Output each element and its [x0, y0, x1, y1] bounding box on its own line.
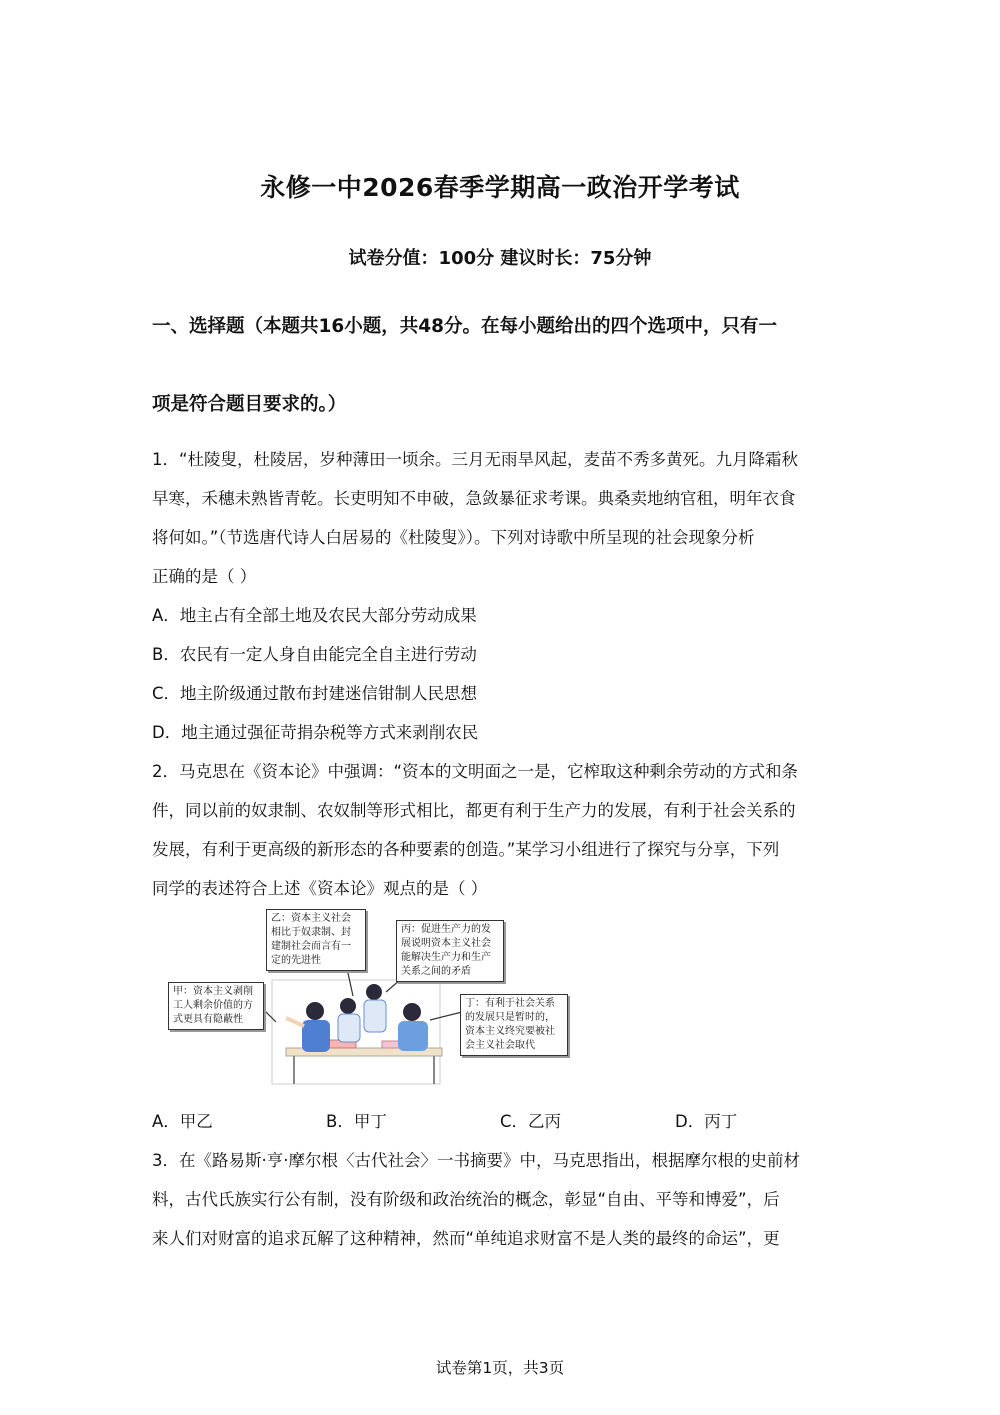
bubble-text: 丁：有利于社会关系	[465, 998, 555, 1009]
q2-option-c: C．乙丙	[500, 1112, 562, 1131]
bubble-text: 式更具有隐蔽性	[173, 1014, 243, 1025]
bubble-text: 丙：促进生产力的发	[401, 924, 491, 935]
page-footer: 试卷第1页，共3页	[435, 1359, 565, 1377]
bubble-text: 甲：资本主义剥削	[173, 986, 253, 997]
speech-bubble-ding	[460, 994, 568, 1056]
bubble-text: 关系之间的矛盾	[401, 966, 471, 977]
bubble-text: 资本主义终究要被社	[465, 1026, 555, 1037]
bubble-text: 工人剩余价值的方	[173, 1000, 253, 1011]
exam-info: 试卷分值：100分 建议时长：75分钟	[348, 248, 652, 269]
page-title: 永修一中2026春季学期高一政治开学考试	[260, 173, 740, 202]
bubble-text: 相比于奴隶制、封	[271, 927, 351, 938]
q3-stem-line: 料，古代氏族实行公有制，没有阶级和政治统治的概念，彰显“自由、平等和博爱”，后	[152, 1190, 780, 1209]
q2-stem-line: 2．马克思在《资本论》中强调：“资本的文明面之一是，它榨取这种剩余劳动的方式和条	[152, 762, 799, 781]
bubble-text: 的发展只是暂时的，	[465, 1012, 555, 1023]
q2-stem-line: 同学的表述符合上述《资本论》观点的是（ ）	[152, 879, 488, 898]
q1-stem-line: 1．“杜陵叟，杜陵居，岁种薄田一顷余。三月无雨旱风起，麦苗不秀多黄死。九月降霜秋	[152, 450, 799, 469]
q2-option-d: D．丙丁	[675, 1112, 738, 1131]
q2-option-a: A．甲乙	[152, 1112, 213, 1131]
bubble-text: 定的先进性	[271, 955, 321, 966]
bubble-text: 乙：资本主义社会	[271, 913, 351, 924]
q1-stem-line: 将何如。”（节选唐代诗人白居易的《杜陵叟》）。下列对诗歌中所呈现的社会现象分析	[152, 528, 755, 547]
q1-option-a: A．地主占有全部土地及农民大部分劳动成果	[152, 606, 477, 625]
speech-bubble-jia	[168, 982, 264, 1030]
bubble-text: 展说明资本主义社会	[401, 938, 491, 949]
speech-bubble-bing	[396, 920, 504, 982]
q2-stem-line: 件，同以前的奴隶制、农奴制等形式相比，都更有利于生产力的发展，有利于社会关系的	[152, 801, 796, 820]
q2-option-b: B．甲丁	[326, 1112, 387, 1131]
speech-bubble-yi	[266, 909, 366, 971]
section-heading-line1: 一、选择题（本题共16小题，共48分。在每小题给出的四个选项中，只有一	[152, 316, 777, 337]
q1-stem-line: 正确的是（ ）	[152, 567, 257, 586]
q3-stem-line: 来人们对财富的追求瓦解了这种精神，然而“单纯追求财富不是人类的最终的命运”，更	[152, 1229, 780, 1248]
q1-option-b: B．农民有一定人身自由能完全自主进行劳动	[152, 645, 477, 664]
q3-stem-line: 3．在《路易斯·亨·摩尔根〈古代社会〉一书摘要》中，马克思指出，根据摩尔根的史前材	[152, 1151, 800, 1170]
q1-option-c: C．地主阶级通过散布封建迷信钳制人民思想	[152, 684, 478, 703]
section-heading-line2: 项是符合题目要求的。）	[152, 394, 347, 415]
q1-option-d: D．地主通过强征苛捐杂税等方式来剥削农民	[152, 723, 479, 742]
q2-stem-line: 发展，有利于更高级的新形态的各种要素的创造。”某学习小组进行了探究与分享，下列	[152, 840, 780, 859]
q2-discussion-illustration	[168, 908, 574, 1086]
q1-stem-line: 早寒，禾穗未熟皆青乾。长吏明知不申破，急敛暴征求考课。典桑卖地纳官租，明年衣食	[152, 489, 796, 508]
bubble-text: 建制社会而言有一	[271, 941, 351, 952]
bubble-text: 能解决生产力和生产	[401, 952, 491, 963]
bubble-text: 会主义社会取代	[465, 1040, 535, 1051]
